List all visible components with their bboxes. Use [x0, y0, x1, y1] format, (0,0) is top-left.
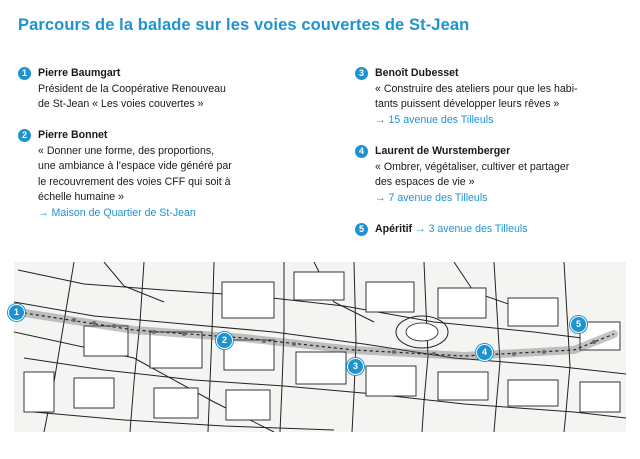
stop-address-link[interactable]: → 15 avenue des Tilleuls: [375, 113, 494, 126]
stop-name: Apéritif: [375, 223, 413, 235]
map-marker[interactable]: 3: [347, 358, 364, 375]
route-map: [14, 262, 626, 432]
stop-item: [358, 222, 625, 238]
stop-name: Benoît Dubesset: [375, 67, 459, 79]
stop-number-badge: 2: [18, 129, 31, 142]
stop-address-link[interactable]: → 7 avenue des Tilleuls: [375, 191, 488, 204]
stop-number-badge: 5: [355, 223, 368, 236]
stop-description: Président de la Coopérative Renouveau de St-Jean « Les voies couvertes »: [38, 82, 226, 110]
map-marker[interactable]: 5: [570, 316, 587, 333]
page-title: Parcours de la balade sur les voies couvertes de St-Jean: [18, 16, 470, 34]
stop-description: « Ombrer, végétaliser, cultiver et partager des espaces de vie »: [375, 160, 570, 188]
stop-number-badge: 3: [355, 67, 368, 80]
stop-item: [21, 128, 298, 221]
stop-address-link[interactable]: → 3 avenue des Tilleuls: [415, 223, 528, 235]
stop-name: Laurent de Wurstemberger: [375, 145, 511, 157]
stop-name: Pierre Baumgart: [38, 67, 121, 79]
map-marker[interactable]: 2: [216, 332, 233, 349]
stop-name: Pierre Bonnet: [38, 129, 108, 141]
stop-number-badge: 4: [355, 145, 368, 158]
stop-item: [358, 144, 625, 206]
stop-item: [358, 66, 625, 128]
map-marker[interactable]: 1: [8, 304, 25, 321]
stop-description: « Construire des ateliers pour que les habi- tants puissent développer leurs rêves »: [375, 82, 578, 110]
stop-item: [21, 66, 298, 113]
stop-address-link[interactable]: → Maison de Quartier de St-Jean: [38, 206, 196, 219]
map-marker[interactable]: 4: [476, 344, 493, 361]
map-drawing: [14, 262, 626, 432]
stop-number-badge: 1: [18, 67, 31, 80]
stop-description: « Donner une forme, des proportions, une ambiance à l’espace vide généré par le recouvrement des voies CFF qui soit à échelle humaine »: [38, 144, 232, 203]
